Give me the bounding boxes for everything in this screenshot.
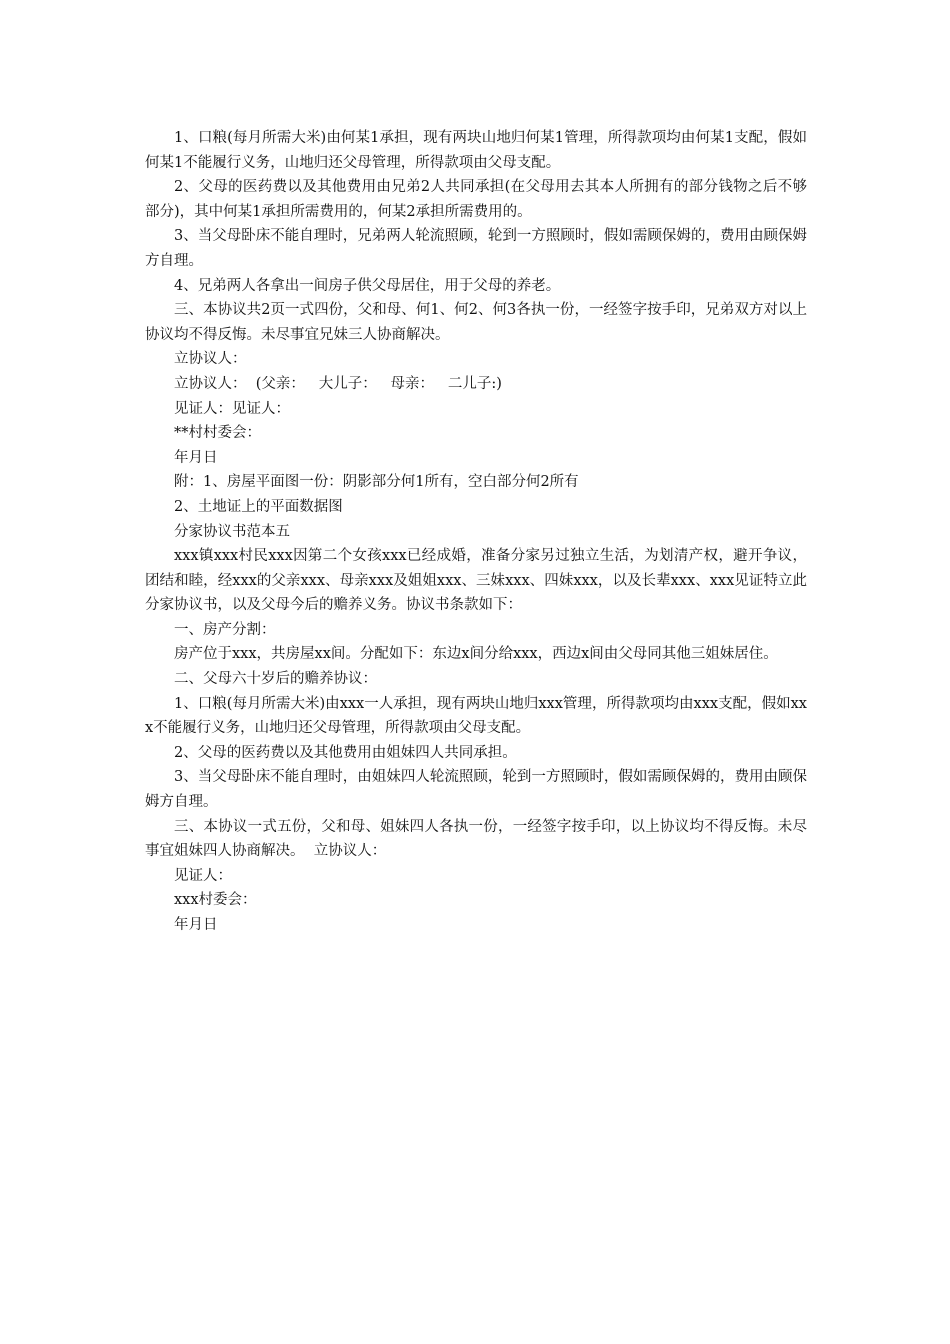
paragraph-medical-clause-2: 2、父母的医药费以及其他费用由姐妹四人共同承担。 — [174, 744, 517, 761]
document-body — [145, 126, 807, 938]
paragraph-village-committee-2: xxx村委会： — [174, 892, 257, 909]
paragraph-copies-clause-1: 三、本协议共2页一式四份，父和母、何1、何2、何3各执一份，一经签字按手印，兄弟双方对以上协议均不得反悔。未尽事宜兄妹三人协商解决。 — [145, 302, 807, 343]
paragraph-village-committee: **村村委会： — [174, 425, 261, 442]
paragraph-housing-clause-1: 4、兄弟两人各拿出一间房子供父母居住，用于父母的养老。 — [174, 277, 561, 294]
paragraph-support-heading: 二、父母六十岁后的赡养协议： — [174, 671, 377, 688]
paragraph-attachment-2: 2、土地证上的平面数据图 — [174, 498, 343, 515]
paragraph-witness-label: 见证人：见证人： — [174, 400, 290, 417]
paragraph-care-clause-1: 3、当父母卧床不能自理时，兄弟两人轮流照顾，轮到一方照顾时，假如需顾保姆的，费用由顾保姆方自理。 — [145, 228, 807, 269]
paragraph-signatory-list: 立协议人： (父亲： 大儿子： 母亲： 二儿子:) — [174, 375, 502, 392]
paragraph-property-detail: 房产位于xxx，共房屋xx间。分配如下：东边x间分给xxx，西边x间由父母同其他三姐妹居住。 — [174, 646, 778, 663]
paragraph-signatory-label: 立协议人： — [174, 351, 247, 368]
paragraph-grain-clause-1: 1、口粮(每月所需大米)由何某1承担，现有两块山地归何某1管理，所得款项均由何某1支配，假如何某1不能履行义务，山地归还父母管理，所得款项由父母支配。 — [145, 130, 807, 171]
paragraph-care-clause-2: 3、当父母卧床不能自理时，由姐妹四人轮流照顾，轮到一方照顾时，假如需顾保姆的，费用由顾保姆方自理。 — [145, 769, 807, 811]
paragraph-property-heading: 一、房产分割： — [174, 621, 276, 638]
paragraph-copies-clause-2: 三、本协议一式五份，父和母、姐妹四人各执一份，一经签字按手印，以上协议均不得反悔。未尽事宜姐妹四人协商解决。 立协议人： — [145, 818, 807, 860]
paragraph-section-title: 分家协议书范本五 — [174, 523, 290, 540]
paragraph-medical-clause-1: 2、父母的医药费以及其他费用由兄弟2人共同承担(在父母用去其本人所拥有的部分钱物之后不够部分)，其中何某1承担所需费用的，何某2承担所需费用的。 — [145, 179, 807, 220]
paragraph-intro: xxx镇xxx村民xxx因第二个女孩xxx已经成婚，准备分家另过独立生活，为划清产权，避开争议，团结和睦，经xxx的父亲xxx、母亲xxx及姐姐xxx、三妹xxx、四妹xxx，以及长辈xxx、xxx见证特立此分家协议书，以及父母今后的赡养义务。协议书条款如下： — [145, 548, 807, 614]
paragraph-date-1: 年月日 — [174, 449, 218, 466]
paragraph-attachment-1: 附：1、房屋平面图一份：阴影部分何1所有，空白部分何2所有 — [174, 474, 579, 491]
paragraph-date-2: 年月日 — [174, 917, 218, 933]
paragraph-witness-label-2: 见证人： — [174, 867, 232, 884]
paragraph-grain-clause-2: 1、口粮(每月所需大米)由xxx一人承担，现有两块山地归xxx管理，所得款项均由xxx支配，假如xxx不能履行义务，山地归还父母管理，所得款项由父母支配。 — [145, 695, 807, 737]
